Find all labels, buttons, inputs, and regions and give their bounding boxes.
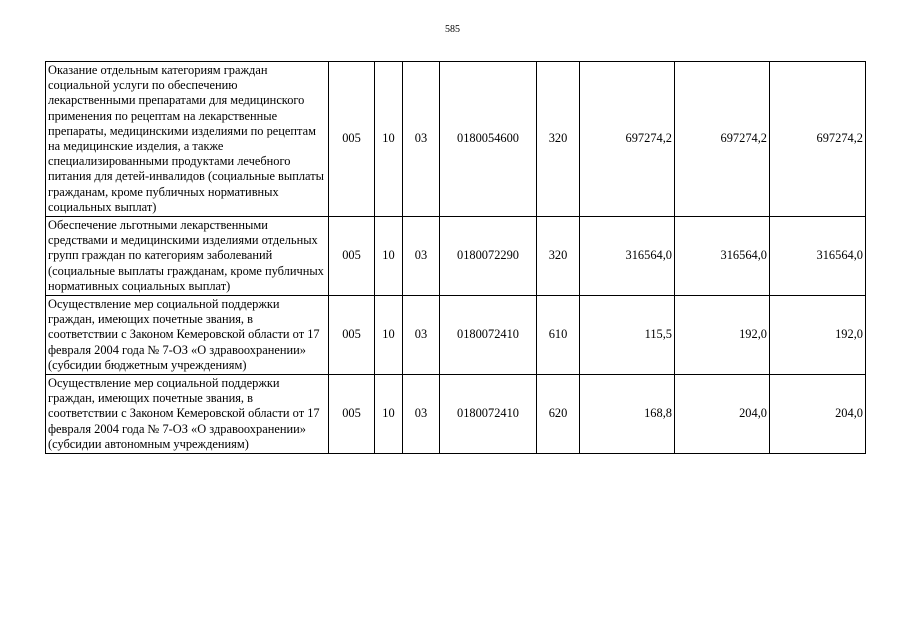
target-item-code-cell: 0180072410 [440, 296, 537, 375]
amount-year2-cell: 316564,0 [675, 217, 770, 296]
row-name-cell: Осуществление мер социальной поддержки граждан, имеющих почетные звания, в соответствии с Законом Кемеровской области от 17 февраля 2004 года № 7-ОЗ «О здравоохранении» (субсидии автономным учреждениям) [46, 375, 329, 454]
grbs-code-cell: 005 [329, 62, 375, 217]
expense-type-code-cell: 320 [537, 62, 580, 217]
table-row [46, 62, 866, 217]
amount-year1-cell: 168,8 [580, 375, 675, 454]
row-name-cell: Оказание отдельным категориям граждан социальной услуги по обеспечению лекарственными препаратами для медицинского применения по рецептам на лекарственные препараты, медицинскими изделиями по рецептам на медицинские изделия, а также специализированными продуктами лечебного питания для детей-инвалидов (социальные выплаты гражданам, кроме публичных нормативных социальных выплат) [46, 62, 329, 217]
grbs-code-cell: 005 [329, 296, 375, 375]
subsection-code-cell: 03 [403, 62, 440, 217]
subsection-code-cell: 03 [403, 296, 440, 375]
target-item-code-cell: 0180072290 [440, 217, 537, 296]
section-code-cell: 10 [375, 217, 403, 296]
subsection-code-cell: 03 [403, 217, 440, 296]
subsection-code-cell: 03 [403, 375, 440, 454]
amount-year2-cell: 697274,2 [675, 62, 770, 217]
target-item-code-cell: 0180072410 [440, 375, 537, 454]
table-row [46, 296, 866, 375]
grbs-code-cell: 005 [329, 217, 375, 296]
row-name-cell: Обеспечение льготными лекарственными средствами и медицинскими изделиями отдельных групп граждан по категориям заболеваний (социальные выплаты гражданам, кроме публичных нормативных социальных выплат) [46, 217, 329, 296]
amount-year3-cell: 192,0 [770, 296, 866, 375]
section-code-cell: 10 [375, 375, 403, 454]
expense-type-code-cell: 320 [537, 217, 580, 296]
grbs-code-cell: 005 [329, 375, 375, 454]
budget-table [45, 61, 866, 454]
amount-year1-cell: 115,5 [580, 296, 675, 375]
section-code-cell: 10 [375, 296, 403, 375]
section-code-cell: 10 [375, 62, 403, 217]
amount-year3-cell: 697274,2 [770, 62, 866, 217]
expense-type-code-cell: 610 [537, 296, 580, 375]
amount-year2-cell: 192,0 [675, 296, 770, 375]
target-item-code-cell: 0180054600 [440, 62, 537, 217]
amount-year1-cell: 697274,2 [580, 62, 675, 217]
page-number: 585 [445, 24, 460, 35]
amount-year3-cell: 316564,0 [770, 217, 866, 296]
expense-type-code-cell: 620 [537, 375, 580, 454]
amount-year2-cell: 204,0 [675, 375, 770, 454]
amount-year3-cell: 204,0 [770, 375, 866, 454]
amount-year1-cell: 316564,0 [580, 217, 675, 296]
table-row [46, 375, 866, 454]
table-row [46, 217, 866, 296]
row-name-cell: Осуществление мер социальной поддержки граждан, имеющих почетные звания, в соответствии с Законом Кемеровской области от 17 февраля 2004 года № 7-ОЗ «О здравоохранении» (субсидии бюджетным учреждениям) [46, 296, 329, 375]
